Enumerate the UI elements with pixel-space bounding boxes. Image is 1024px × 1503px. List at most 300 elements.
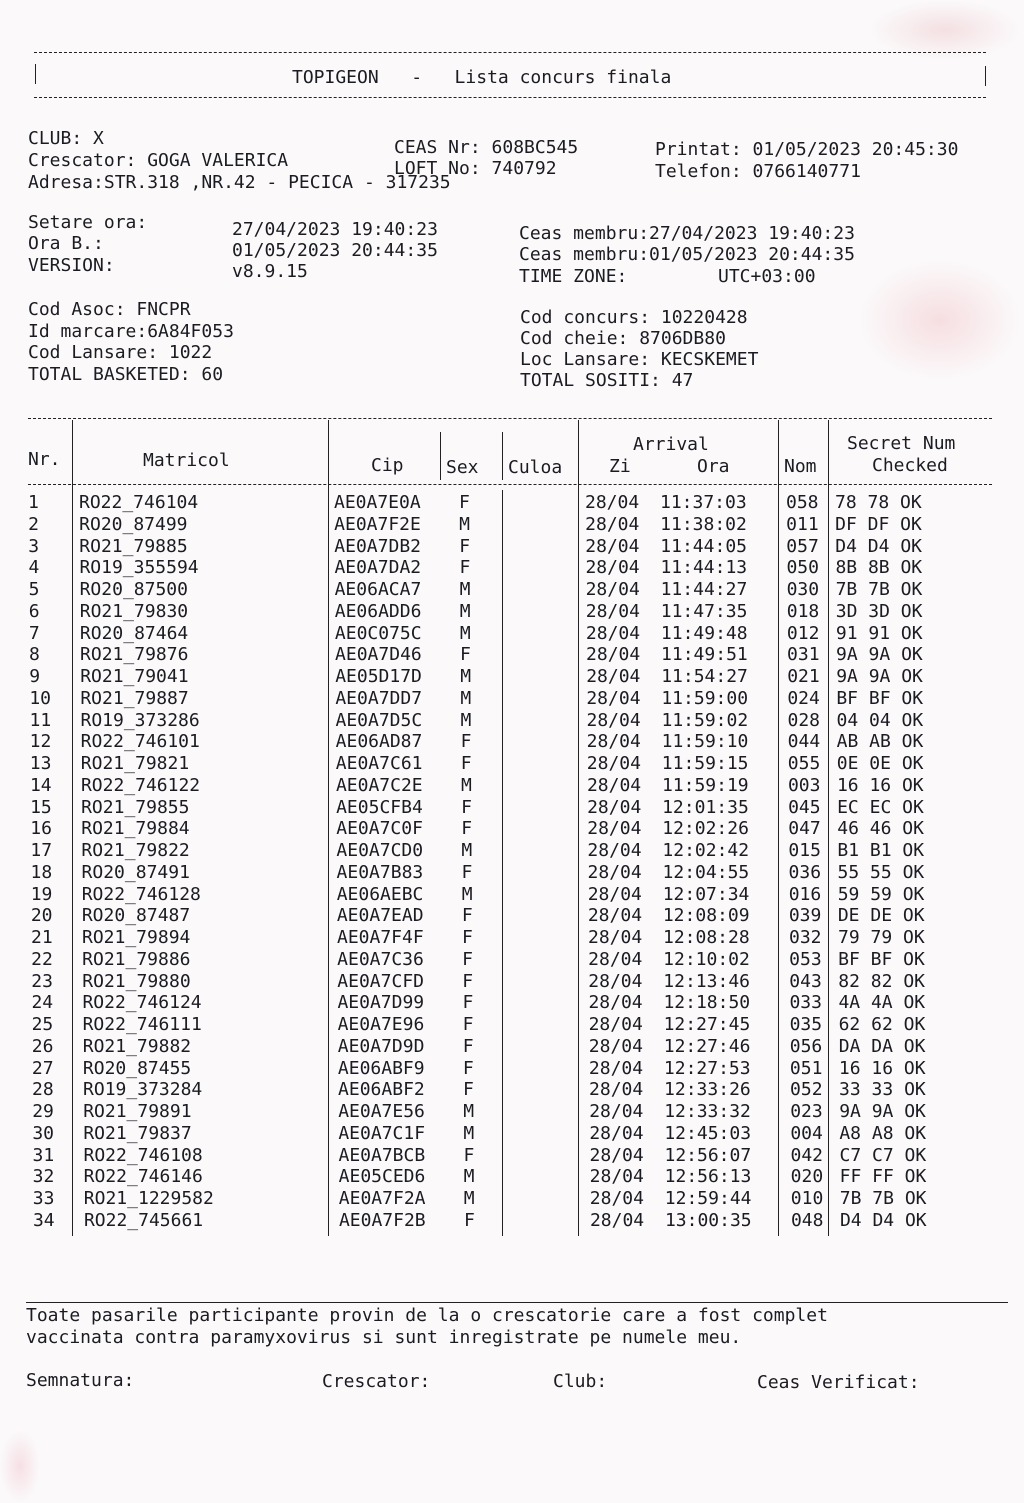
row-secret-checked: 7B 7B OK [839, 1188, 927, 1209]
ceas-membru-1: Ceas membru:27/04/2023 19:40:23 [519, 223, 855, 244]
row-zi: 28/04 [587, 840, 642, 861]
version-label: VERSION: [28, 255, 115, 276]
header-culoa: Culoa [508, 457, 563, 478]
row-matricol: RO21_79894 [82, 927, 191, 948]
telefon-line: Telefon: 0766140771 [655, 161, 861, 182]
row-cip: AE0A7D9D [337, 1035, 425, 1057]
row-ora: 12:56:13 [664, 1166, 752, 1188]
row-sex: F [462, 1014, 474, 1035]
row-ora: 11:59:15 [661, 753, 749, 774]
row-secret-checked: FF FF OK [839, 1166, 927, 1188]
total-basketed-line: TOTAL BASKETED: 60 [28, 364, 224, 385]
row-nom: 039 [788, 905, 822, 927]
adresa-line: Adresa:STR.318 ,NR.42 - PECICA - 317235 [28, 172, 451, 193]
row-sex: M [460, 774, 472, 796]
row-cip: AE06ABF2 [338, 1079, 425, 1101]
row-sex: F [461, 905, 473, 927]
row-secret-checked: EC EC OK [837, 796, 924, 818]
row-matricol: RO20_87464 [79, 622, 189, 644]
row-nr: 2 [28, 513, 39, 535]
row-secret-checked: 0E 0E OK [836, 753, 924, 774]
row-sex: M [463, 1101, 475, 1122]
row-nom: 010 [790, 1188, 824, 1209]
row-nom: 011 [786, 513, 819, 535]
row-ora: 11:59:10 [661, 731, 749, 753]
row-secret-checked: 9A 9A OK [839, 1101, 926, 1122]
row-sex: M [460, 709, 472, 731]
table-row [0, 884, 1024, 906]
table-row [0, 1145, 1024, 1167]
row-nom: 042 [790, 1144, 824, 1166]
header-arrival: Arrival [633, 434, 709, 455]
row-matricol: RO21_79882 [82, 1035, 192, 1057]
row-secret-checked: A8 A8 OK [839, 1122, 927, 1144]
row-matricol: RO19_373284 [83, 1079, 203, 1101]
row-nr: 17 [30, 840, 53, 861]
row-matricol: RO22_746122 [80, 774, 201, 796]
row-ora: 12:10:02 [663, 948, 750, 970]
table-row [0, 797, 1024, 819]
row-cip: AE0A7DA2 [334, 557, 422, 579]
row-zi: 28/04 [585, 492, 640, 513]
ceas-verificat-label: Ceas Verificat: [757, 1372, 920, 1393]
row-cip: AE0A7EAD [336, 905, 424, 927]
row-ora: 12:56:07 [664, 1144, 752, 1166]
row-ora: 11:54:27 [661, 666, 748, 687]
header-ora: Ora [697, 456, 730, 477]
row-matricol: RO20_87455 [82, 1057, 192, 1079]
row-sex: F [459, 557, 471, 579]
id-marcare-line: Id marcare:6A84F053 [28, 321, 234, 342]
row-cip: AE0A7C0F [336, 818, 423, 840]
table-header-separator [28, 484, 992, 485]
title-box-left-border [35, 64, 36, 84]
row-nr: 18 [30, 861, 53, 883]
title-box-right-border [985, 66, 986, 86]
row-cip: AE05D17D [335, 666, 422, 687]
club-line: CLUB: X [28, 128, 104, 149]
row-secret-checked: 79 79 OK [838, 927, 925, 948]
row-ora: 12:02:26 [662, 818, 749, 840]
row-nom: 043 [789, 970, 822, 992]
cod-asoc-line: Cod Asoc: FNCPR [28, 299, 191, 320]
row-nr: 34 [32, 1209, 55, 1231]
row-cip: AE0A7C61 [335, 753, 423, 774]
row-sex: F [462, 927, 473, 948]
row-matricol: RO21_79837 [83, 1122, 192, 1144]
row-cip: AE06AEBC [336, 883, 424, 905]
row-secret-checked: DA DA OK [838, 1035, 926, 1057]
row-nr: 3 [28, 535, 40, 557]
title-box-bottom-border [34, 97, 986, 98]
row-sex: F [463, 1079, 474, 1101]
row-ora: 12:18:50 [663, 992, 751, 1014]
row-secret-checked: DE DE OK [837, 905, 925, 927]
column-divider [502, 432, 503, 480]
row-sex: M [463, 1166, 475, 1188]
row-ora: 12:02:42 [662, 840, 750, 861]
row-cip: AE0C075C [334, 622, 422, 644]
row-nr: 13 [29, 753, 52, 774]
row-cip: AE0A7B83 [336, 861, 424, 883]
row-nr: 32 [32, 1166, 55, 1188]
setare-ora-value: 27/04/2023 19:40:23 [232, 219, 438, 240]
row-ora: 12:01:35 [662, 796, 749, 818]
row-matricol: RO20_87499 [79, 513, 188, 535]
row-sex: F [462, 970, 474, 992]
row-nr: 9 [29, 666, 41, 687]
row-cip: AE06ABF9 [337, 1057, 425, 1079]
row-matricol: RO19_373286 [80, 709, 200, 731]
row-zi: 28/04 [586, 774, 642, 796]
row-zi: 28/04 [589, 1144, 644, 1166]
table-row [0, 492, 1024, 514]
row-secret-checked: BF BF OK [836, 687, 924, 709]
row-nr: 12 [29, 731, 52, 753]
row-zi: 28/04 [587, 883, 642, 905]
row-ora: 12:13:46 [663, 970, 750, 992]
row-nom: 024 [787, 687, 820, 709]
row-nr: 25 [31, 1014, 54, 1035]
table-row [0, 1014, 1024, 1036]
row-secret-checked: B1 B1 OK [837, 840, 925, 861]
row-nom: 032 [789, 927, 822, 948]
row-ora: 12:59:44 [664, 1188, 752, 1209]
header-nom: Nom [784, 456, 817, 477]
row-nr: 20 [30, 905, 53, 927]
row-nom: 036 [788, 861, 822, 883]
row-sex: F [463, 1144, 475, 1166]
row-cip: AE0A7DB2 [334, 535, 421, 557]
row-sex: M [459, 600, 471, 622]
row-secret-checked: 7B 7B OK [835, 579, 923, 600]
ora-b-value: 01/05/2023 20:44:35 [232, 240, 438, 261]
row-sex: M [461, 883, 473, 905]
row-nr: 15 [30, 796, 52, 818]
table-row [0, 688, 1024, 710]
version-value: v8.9.15 [232, 261, 308, 282]
column-divider [440, 432, 441, 480]
row-zi: 28/04 [585, 579, 640, 600]
row-sex: F [461, 818, 473, 840]
table-row [0, 623, 1024, 645]
row-nom: 045 [788, 796, 821, 818]
row-zi: 28/04 [586, 753, 641, 774]
row-nom: 044 [787, 731, 821, 753]
row-sex: M [459, 622, 471, 644]
row-cip: AE0A7D46 [335, 644, 422, 666]
row-sex: M [460, 666, 472, 687]
row-sex: M [459, 579, 471, 600]
row-matricol: RO21_79821 [80, 753, 190, 774]
row-sex: F [462, 948, 473, 970]
table-row [0, 949, 1024, 971]
row-cip: AE0A7C1F [338, 1122, 426, 1144]
paper-stain [870, 0, 1020, 60]
row-matricol: RO20_87491 [81, 861, 190, 883]
row-secret-checked: 16 16 OK [838, 1057, 926, 1079]
row-nr: 5 [28, 579, 40, 600]
row-sex: F [459, 492, 470, 513]
row-sex: F [461, 861, 473, 883]
header-nr: Nr. [28, 449, 61, 470]
cod-cheie-line: Cod cheie: 8706DB80 [520, 328, 726, 349]
row-secret-checked: 62 62 OK [838, 1014, 926, 1035]
row-zi: 28/04 [589, 1079, 644, 1101]
cod-lansare-line: Cod Lansare: 1022 [28, 342, 213, 363]
row-secret-checked: 04 04 OK [836, 709, 924, 731]
declaration-line-2: vaccinata contra paramyxovirus si sunt inregistrate pe numele meu. [26, 1327, 742, 1348]
row-nr: 27 [31, 1057, 54, 1079]
table-row [0, 579, 1024, 601]
row-cip: AE0A7CFD [337, 970, 424, 992]
row-cip: AE0A7CD0 [336, 840, 424, 861]
row-ora: 11:59:19 [661, 774, 749, 796]
header-checked: Checked [872, 455, 948, 476]
row-zi: 28/04 [588, 1057, 644, 1079]
row-ora: 12:07:34 [662, 883, 750, 905]
row-ora: 12:08:09 [662, 905, 750, 927]
row-nom: 057 [786, 535, 819, 557]
row-matricol: RO21_79876 [80, 644, 189, 666]
row-matricol: RO21_79885 [79, 535, 188, 557]
row-cip: AE0A7C2E [335, 774, 423, 796]
loft-no-line: LOFT No: 740792 [394, 158, 557, 179]
row-nr: 22 [31, 948, 53, 970]
row-cip: AE0A7F2A [338, 1188, 426, 1209]
row-nom: 003 [787, 774, 821, 796]
row-zi: 28/04 [585, 600, 640, 622]
row-ora: 11:49:48 [660, 622, 748, 644]
loc-lansare-line: Loc Lansare: KECSKEMET [520, 349, 759, 370]
row-nom: 047 [788, 818, 821, 840]
row-cip: AE0A7C36 [337, 948, 424, 970]
row-ora: 11:38:02 [660, 513, 747, 535]
row-nom: 048 [790, 1209, 824, 1231]
time-zone-label: TIME ZONE: [519, 266, 628, 287]
row-cip: AE06AD87 [335, 731, 423, 753]
row-matricol: RO21_79830 [79, 600, 189, 622]
row-cip: AE0A7F2B [338, 1209, 426, 1231]
row-nom: 031 [787, 644, 820, 666]
row-cip: AE0A7D5C [335, 709, 423, 731]
table-row [0, 666, 1024, 688]
row-nom: 016 [788, 883, 822, 905]
row-ora: 12:08:28 [663, 927, 750, 948]
table-row [0, 710, 1024, 732]
row-ora: 13:00:35 [664, 1209, 752, 1231]
table-row [0, 514, 1024, 536]
row-matricol: RO20_87500 [79, 579, 188, 600]
row-ora: 12:33:26 [664, 1079, 751, 1101]
row-zi: 28/04 [589, 1122, 644, 1144]
table-row [0, 775, 1024, 797]
row-cip: AE0A7BCB [338, 1144, 426, 1166]
crescator-line: Crescator: GOGA VALERICA [28, 150, 289, 171]
row-matricol: RO21_79855 [81, 796, 190, 818]
club-label: Club: [553, 1371, 608, 1392]
row-nr: 28 [32, 1079, 54, 1101]
row-secret-checked: 78 78 OK [835, 492, 922, 513]
row-secret-checked: BF BF OK [838, 948, 925, 970]
row-nom: 035 [789, 1014, 823, 1035]
table-row [0, 1123, 1024, 1145]
header-secret-num: Secret Num [847, 433, 956, 454]
row-nr: 21 [31, 927, 53, 948]
row-nr: 16 [30, 818, 52, 840]
header-matricol: Matricol [143, 450, 230, 471]
table-row [0, 1036, 1024, 1058]
row-nom: 028 [787, 709, 821, 731]
setare-ora-label: Setare ora: [28, 212, 148, 233]
row-nr: 4 [28, 557, 40, 579]
row-secret-checked: C7 C7 OK [839, 1144, 927, 1166]
row-zi: 28/04 [588, 992, 643, 1014]
row-nom: 051 [789, 1057, 823, 1079]
row-zi: 28/04 [586, 644, 641, 666]
row-secret-checked: 9A 9A OK [836, 666, 923, 687]
cod-concurs-line: Cod concurs: 10220428 [520, 307, 748, 328]
row-matricol: RO21_1229582 [83, 1188, 214, 1209]
ceas-membru-2: Ceas membru:01/05/2023 20:44:35 [519, 244, 855, 265]
row-cip: AE05CFB4 [336, 796, 423, 818]
total-sositi-line: TOTAL SOSITI: 47 [520, 370, 694, 391]
row-zi: 28/04 [586, 687, 641, 709]
row-sex: F [462, 992, 474, 1014]
row-nom: 056 [789, 1035, 823, 1057]
table-row [0, 644, 1024, 666]
row-zi: 28/04 [588, 970, 643, 992]
row-zi: 28/04 [587, 796, 642, 818]
row-zi: 28/04 [589, 1209, 645, 1231]
row-nom: 023 [790, 1101, 823, 1122]
row-sex: M [460, 687, 472, 709]
row-secret-checked: DF DF OK [835, 513, 922, 535]
table-row [0, 1166, 1024, 1188]
row-nr: 29 [32, 1101, 54, 1122]
row-zi: 28/04 [588, 1014, 643, 1035]
row-nr: 11 [29, 709, 52, 731]
row-zi: 28/04 [586, 666, 641, 687]
row-nom: 055 [787, 753, 821, 774]
row-secret-checked: 33 33 OK [839, 1079, 926, 1101]
row-matricol: RO20_87487 [81, 905, 191, 927]
row-zi: 28/04 [587, 818, 642, 840]
table-row [0, 1101, 1024, 1123]
row-zi: 28/04 [585, 513, 640, 535]
paper-stain [0, 1430, 40, 1503]
row-matricol: RO22_746146 [83, 1166, 203, 1188]
row-zi: 28/04 [586, 731, 641, 753]
row-nr: 31 [32, 1144, 55, 1166]
table-row [0, 1058, 1024, 1080]
row-ora: 12:33:32 [664, 1101, 751, 1122]
title-box-top-border [34, 52, 986, 53]
row-sex: F [460, 753, 472, 774]
row-ora: 12:45:03 [664, 1122, 752, 1144]
row-sex: F [461, 796, 472, 818]
table-row [0, 1079, 1024, 1101]
report-title: TOPIGEON - Lista concurs finala [292, 67, 672, 88]
row-sex: F [463, 1209, 475, 1231]
row-zi: 28/04 [588, 948, 643, 970]
row-ora: 11:59:00 [661, 687, 749, 709]
row-matricol: RO21_79891 [83, 1101, 192, 1122]
table-row [0, 818, 1024, 840]
row-cip: AE0A7E96 [337, 1014, 425, 1035]
table-row [0, 1210, 1024, 1232]
row-cip: AE06ACA7 [334, 579, 422, 600]
row-nom: 030 [786, 579, 820, 600]
row-nom: 018 [786, 600, 820, 622]
row-zi: 28/04 [587, 861, 642, 883]
crescator-label: Crescator: [322, 1371, 431, 1392]
row-secret-checked: 91 91 OK [835, 622, 923, 644]
row-nr: 14 [29, 774, 52, 796]
footer-rule [26, 1302, 1008, 1303]
row-matricol: RO21_79886 [82, 948, 191, 970]
row-sex: M [461, 840, 473, 861]
row-matricol: RO22_746128 [81, 883, 201, 905]
row-nr: 33 [32, 1188, 55, 1209]
row-cip: AE0A7F2E [334, 513, 421, 535]
row-matricol: RO21_79884 [81, 818, 190, 840]
row-nr: 10 [29, 687, 52, 709]
row-ora: 11:44:05 [660, 535, 747, 557]
paper-stain [860, 260, 1020, 380]
row-ora: 11:37:03 [660, 492, 747, 513]
table-row [0, 992, 1024, 1014]
row-nr: 30 [32, 1122, 55, 1144]
row-matricol: RO22_746124 [82, 992, 202, 1014]
row-sex: F [459, 535, 471, 557]
row-zi: 28/04 [588, 1035, 643, 1057]
declaration-line-1: Toate pasarile participante provin de la o crescatorie care a fost complet [26, 1305, 828, 1326]
row-matricol: RO22_746104 [79, 492, 199, 513]
row-zi: 28/04 [589, 1101, 644, 1122]
row-secret-checked: 4A 4A OK [838, 992, 926, 1014]
row-ora: 11:47:35 [660, 600, 748, 622]
row-secret-checked: 8B 8B OK [835, 557, 923, 579]
row-zi: 28/04 [586, 709, 641, 731]
row-zi: 28/04 [585, 622, 641, 644]
row-cip: AE0A7D99 [337, 992, 425, 1014]
row-sex: F [460, 644, 471, 666]
row-secret-checked: 3D 3D OK [835, 600, 923, 622]
table-row [0, 536, 1024, 558]
row-sex: M [459, 513, 470, 535]
table-row [0, 971, 1024, 993]
row-matricol: RO21_79822 [81, 840, 190, 861]
row-secret-checked: 82 82 OK [838, 970, 925, 992]
row-secret-checked: 46 46 OK [837, 818, 924, 840]
row-sex: M [463, 1188, 475, 1209]
table-row [0, 601, 1024, 623]
semnatura-label: Semnatura: [26, 1370, 135, 1391]
row-zi: 28/04 [587, 905, 643, 927]
table-row [0, 753, 1024, 775]
row-ora: 12:04:55 [662, 861, 750, 883]
row-ora: 11:44:13 [660, 557, 748, 579]
row-secret-checked: 9A 9A OK [836, 644, 923, 666]
row-ora: 12:27:53 [663, 1057, 751, 1079]
row-zi: 28/04 [588, 927, 643, 948]
row-nr: 7 [28, 622, 40, 644]
ora-b-label: Ora B.: [28, 233, 104, 254]
row-nom: 052 [790, 1079, 823, 1101]
row-cip: AE0A7F4F [337, 927, 424, 948]
row-sex: M [463, 1122, 475, 1144]
